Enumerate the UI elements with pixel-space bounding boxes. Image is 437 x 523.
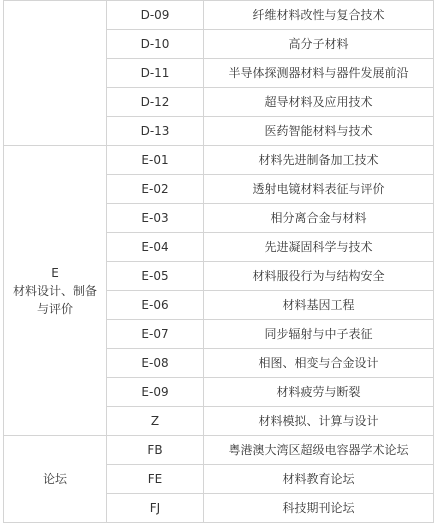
symposium-title: 超导材料及应用技术 (204, 88, 434, 117)
symposium-title: 相分离合金与材料 (204, 204, 434, 233)
symposium-code: E-09 (107, 378, 204, 407)
symposium-title: 半导体探测器材料与器件发展前沿 (204, 59, 434, 88)
symposium-code: E-08 (107, 349, 204, 378)
symposium-title: 高分子材料 (204, 30, 434, 59)
symposium-code: E-06 (107, 291, 204, 320)
symposium-code: D-09 (107, 1, 204, 30)
symposium-code: E-07 (107, 320, 204, 349)
symposium-code: E-03 (107, 204, 204, 233)
group-code: E (51, 265, 59, 280)
group-name: 材料设计、制备与评价 (12, 283, 97, 316)
table-row (4, 1, 434, 30)
symposium-title: 材料先进制备加工技术 (204, 146, 434, 175)
symposium-title: 材料模拟、计算与设计 (204, 407, 434, 436)
group-name: 论坛 (42, 472, 67, 486)
symposium-code: E-04 (107, 233, 204, 262)
symposium-title: 材料服役行为与结构安全 (204, 262, 434, 291)
symposium-code: E-01 (107, 146, 204, 175)
symposium-title: 先进凝固科学与技术 (204, 233, 434, 262)
symposium-code: D-10 (107, 30, 204, 59)
symposium-title: 透射电镜材料表征与评价 (204, 175, 434, 204)
symposium-title: 科技期刊论坛 (204, 494, 434, 523)
group-cell-e (4, 146, 107, 436)
symposium-title: 同步辐射与中子表征 (204, 320, 434, 349)
symposium-code: FE (107, 465, 204, 494)
symposium-table (3, 0, 434, 523)
symposium-code: E-02 (107, 175, 204, 204)
symposium-title: 纤维材料改性与复合技术 (204, 1, 434, 30)
group-cell-forum (4, 436, 107, 523)
symposium-code: D-13 (107, 117, 204, 146)
symposium-title: 相图、相变与合金设计 (204, 349, 434, 378)
symposium-title: 材料教育论坛 (204, 465, 434, 494)
table-row (4, 436, 434, 465)
symposium-code: D-12 (107, 88, 204, 117)
symposium-code: FB (107, 436, 204, 465)
table-row (4, 146, 434, 175)
symposium-code: Z (107, 407, 204, 436)
symposium-title: 医药智能材料与技术 (204, 117, 434, 146)
symposium-code: FJ (107, 494, 204, 523)
symposium-title: 材料疲劳与断裂 (204, 378, 434, 407)
symposium-code: E-05 (107, 262, 204, 291)
symposium-title: 粤港澳大湾区超级电容器学术论坛 (204, 436, 434, 465)
group-cell-d (4, 1, 107, 146)
symposium-code: D-11 (107, 59, 204, 88)
symposium-title: 材料基因工程 (204, 291, 434, 320)
